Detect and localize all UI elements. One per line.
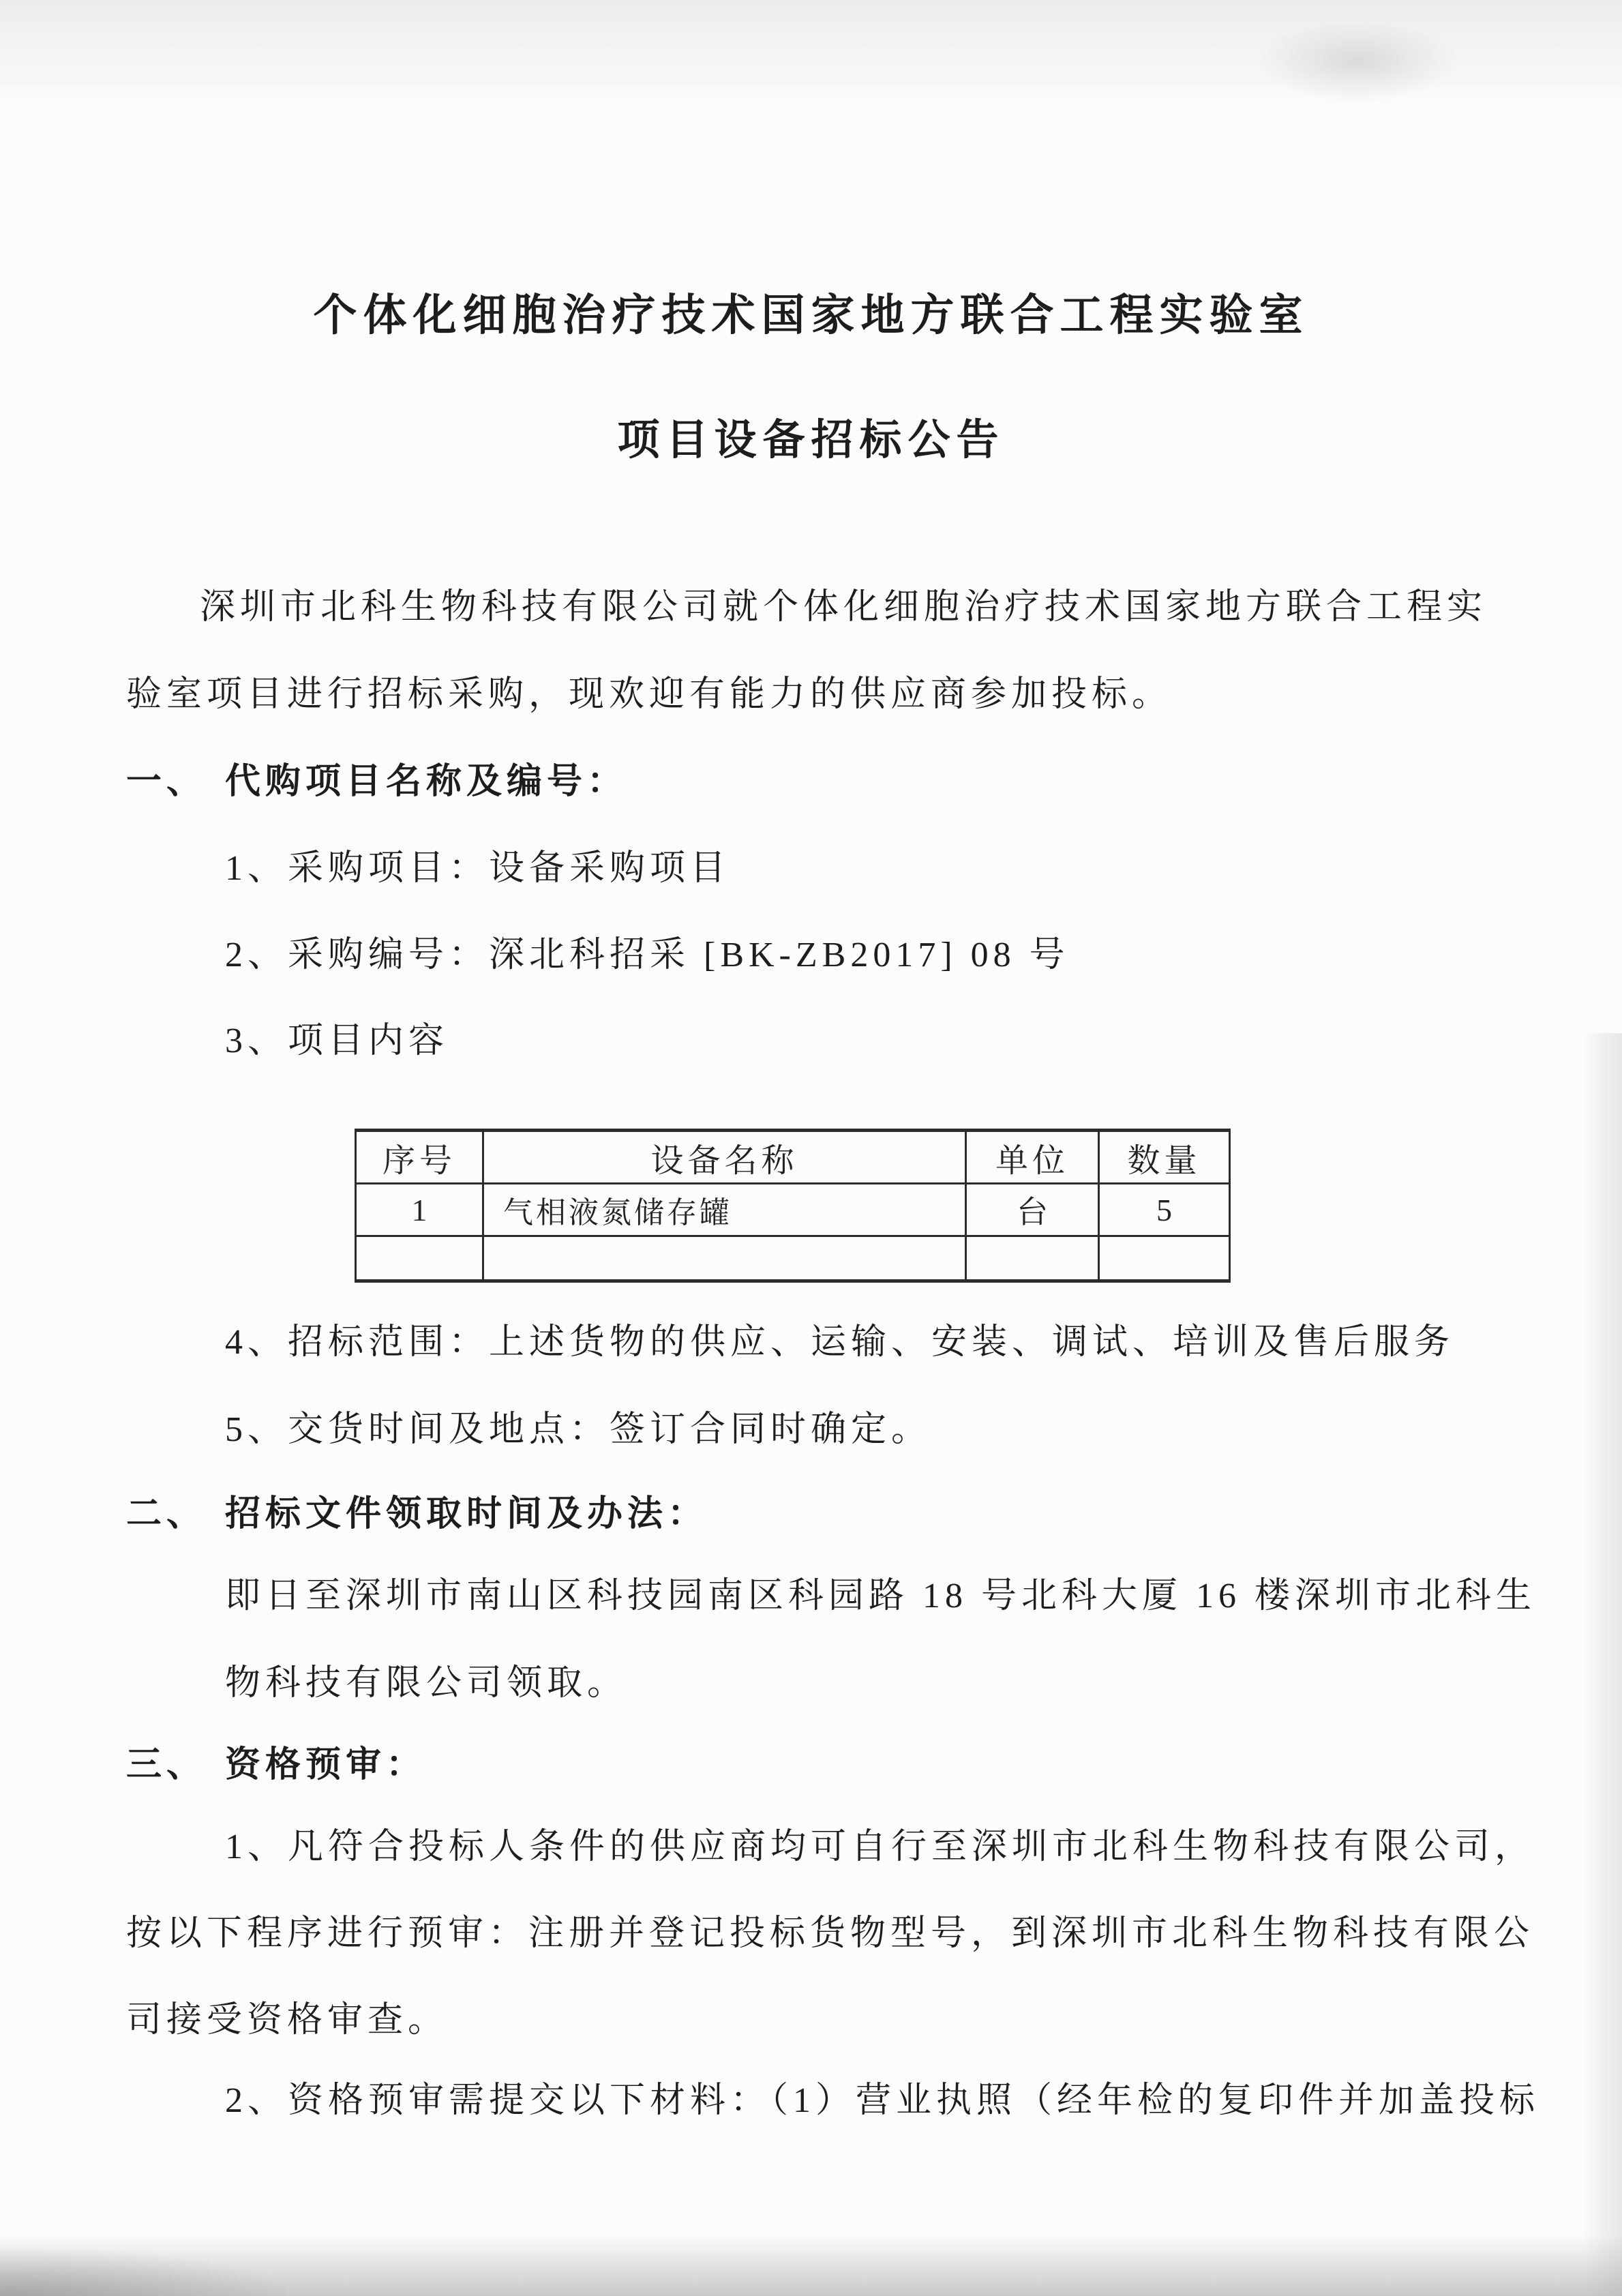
cell-row2-name [483, 1236, 966, 1281]
header-cell-no: 序号 [356, 1131, 483, 1184]
section3-item1-line3: 司接受资格审查。 [126, 2001, 449, 2040]
section1-item1: 1、采购项目：设备采购项目 [225, 849, 731, 888]
table-row-empty [356, 1236, 1230, 1281]
cell-row2-unit [966, 1236, 1099, 1281]
cell-row2-no [356, 1236, 483, 1281]
section3-heading [126, 1746, 426, 1785]
cell-row1-qty: 5 [1099, 1184, 1230, 1236]
scan-artifact-bottom [0, 2235, 1622, 2296]
header-cell-name: 设备名称 [483, 1131, 966, 1184]
section2-line1: 即日至深圳市南山区科技园南区科园路 18 号北科大厦 16 楼深圳市北科生 [225, 1577, 1537, 1615]
document-title-line2: 项目设备招标公告 [617, 417, 1005, 464]
equipment-table [355, 1129, 1231, 1283]
section3-item1-line2: 按以下程序进行预审：注册并登记投标货物型号，到深圳市北科生物科技有限公 [126, 1914, 1535, 1953]
section1-item3: 3、项目内容 [225, 1022, 449, 1060]
cell-row1-no: 1 [356, 1184, 483, 1236]
intro-paragraph-line2: 验室项目进行招标采购，现欢迎有能力的供应商参加投标。 [126, 675, 1173, 714]
section1-item5: 5、交货时间及地点：签订合同时确定。 [225, 1410, 932, 1449]
intro-paragraph-line1: 深圳市北科生物科技有限公司就个体化细胞治疗技术国家地方联合工程实 [200, 588, 1488, 627]
cell-row1-name: 气相液氮储存罐 [483, 1184, 966, 1236]
cell-row2-qty [1099, 1236, 1230, 1281]
section3-item2-line1: 2、资格预审需提交以下材料：（1）营业执照（经年检的复印件并加盖投标 [225, 2081, 1540, 2120]
cell-row1-unit: 台 [966, 1184, 1099, 1236]
section3-item1-line1: 1、凡符合投标人条件的供应商均可自行至深圳市北科生物科技有限公司， [225, 1828, 1535, 1866]
section1-number: 一、 [126, 762, 207, 801]
header-cell-qty: 数量 [1099, 1131, 1230, 1184]
section3-heading-label: 资格预审： [225, 1746, 427, 1785]
section3-number: 三、 [126, 1746, 207, 1785]
section1-item2: 2、采购编号：深北科招采 [BK-ZB2017] 08 号 [225, 936, 1070, 974]
section1-item4: 4、招标范围：上述货物的供应、运输、安装、调试、培训及售后服务 [225, 1323, 1455, 1362]
section2-heading-label: 招标文件领取时间及办法： [225, 1495, 708, 1534]
section1-heading-label: 代购项目名称及编号： [225, 762, 628, 801]
scan-artifact-bottom-left [0, 2248, 286, 2296]
section2-number: 二、 [126, 1495, 207, 1534]
section1-heading [126, 762, 627, 801]
document-title-line1: 个体化细胞治疗技术国家地方联合工程实验室 [313, 291, 1309, 340]
section2-line2: 物科技有限公司领取。 [225, 1664, 628, 1703]
scan-artifact-top [0, 0, 1622, 109]
section2-heading [126, 1495, 708, 1534]
header-cell-unit: 单位 [966, 1131, 1099, 1184]
scan-artifact-smudge [1255, 20, 1459, 102]
table-row [356, 1184, 1230, 1236]
equipment-table-header-row [356, 1131, 1230, 1184]
scan-artifact-right-edge [1581, 1033, 1622, 2296]
